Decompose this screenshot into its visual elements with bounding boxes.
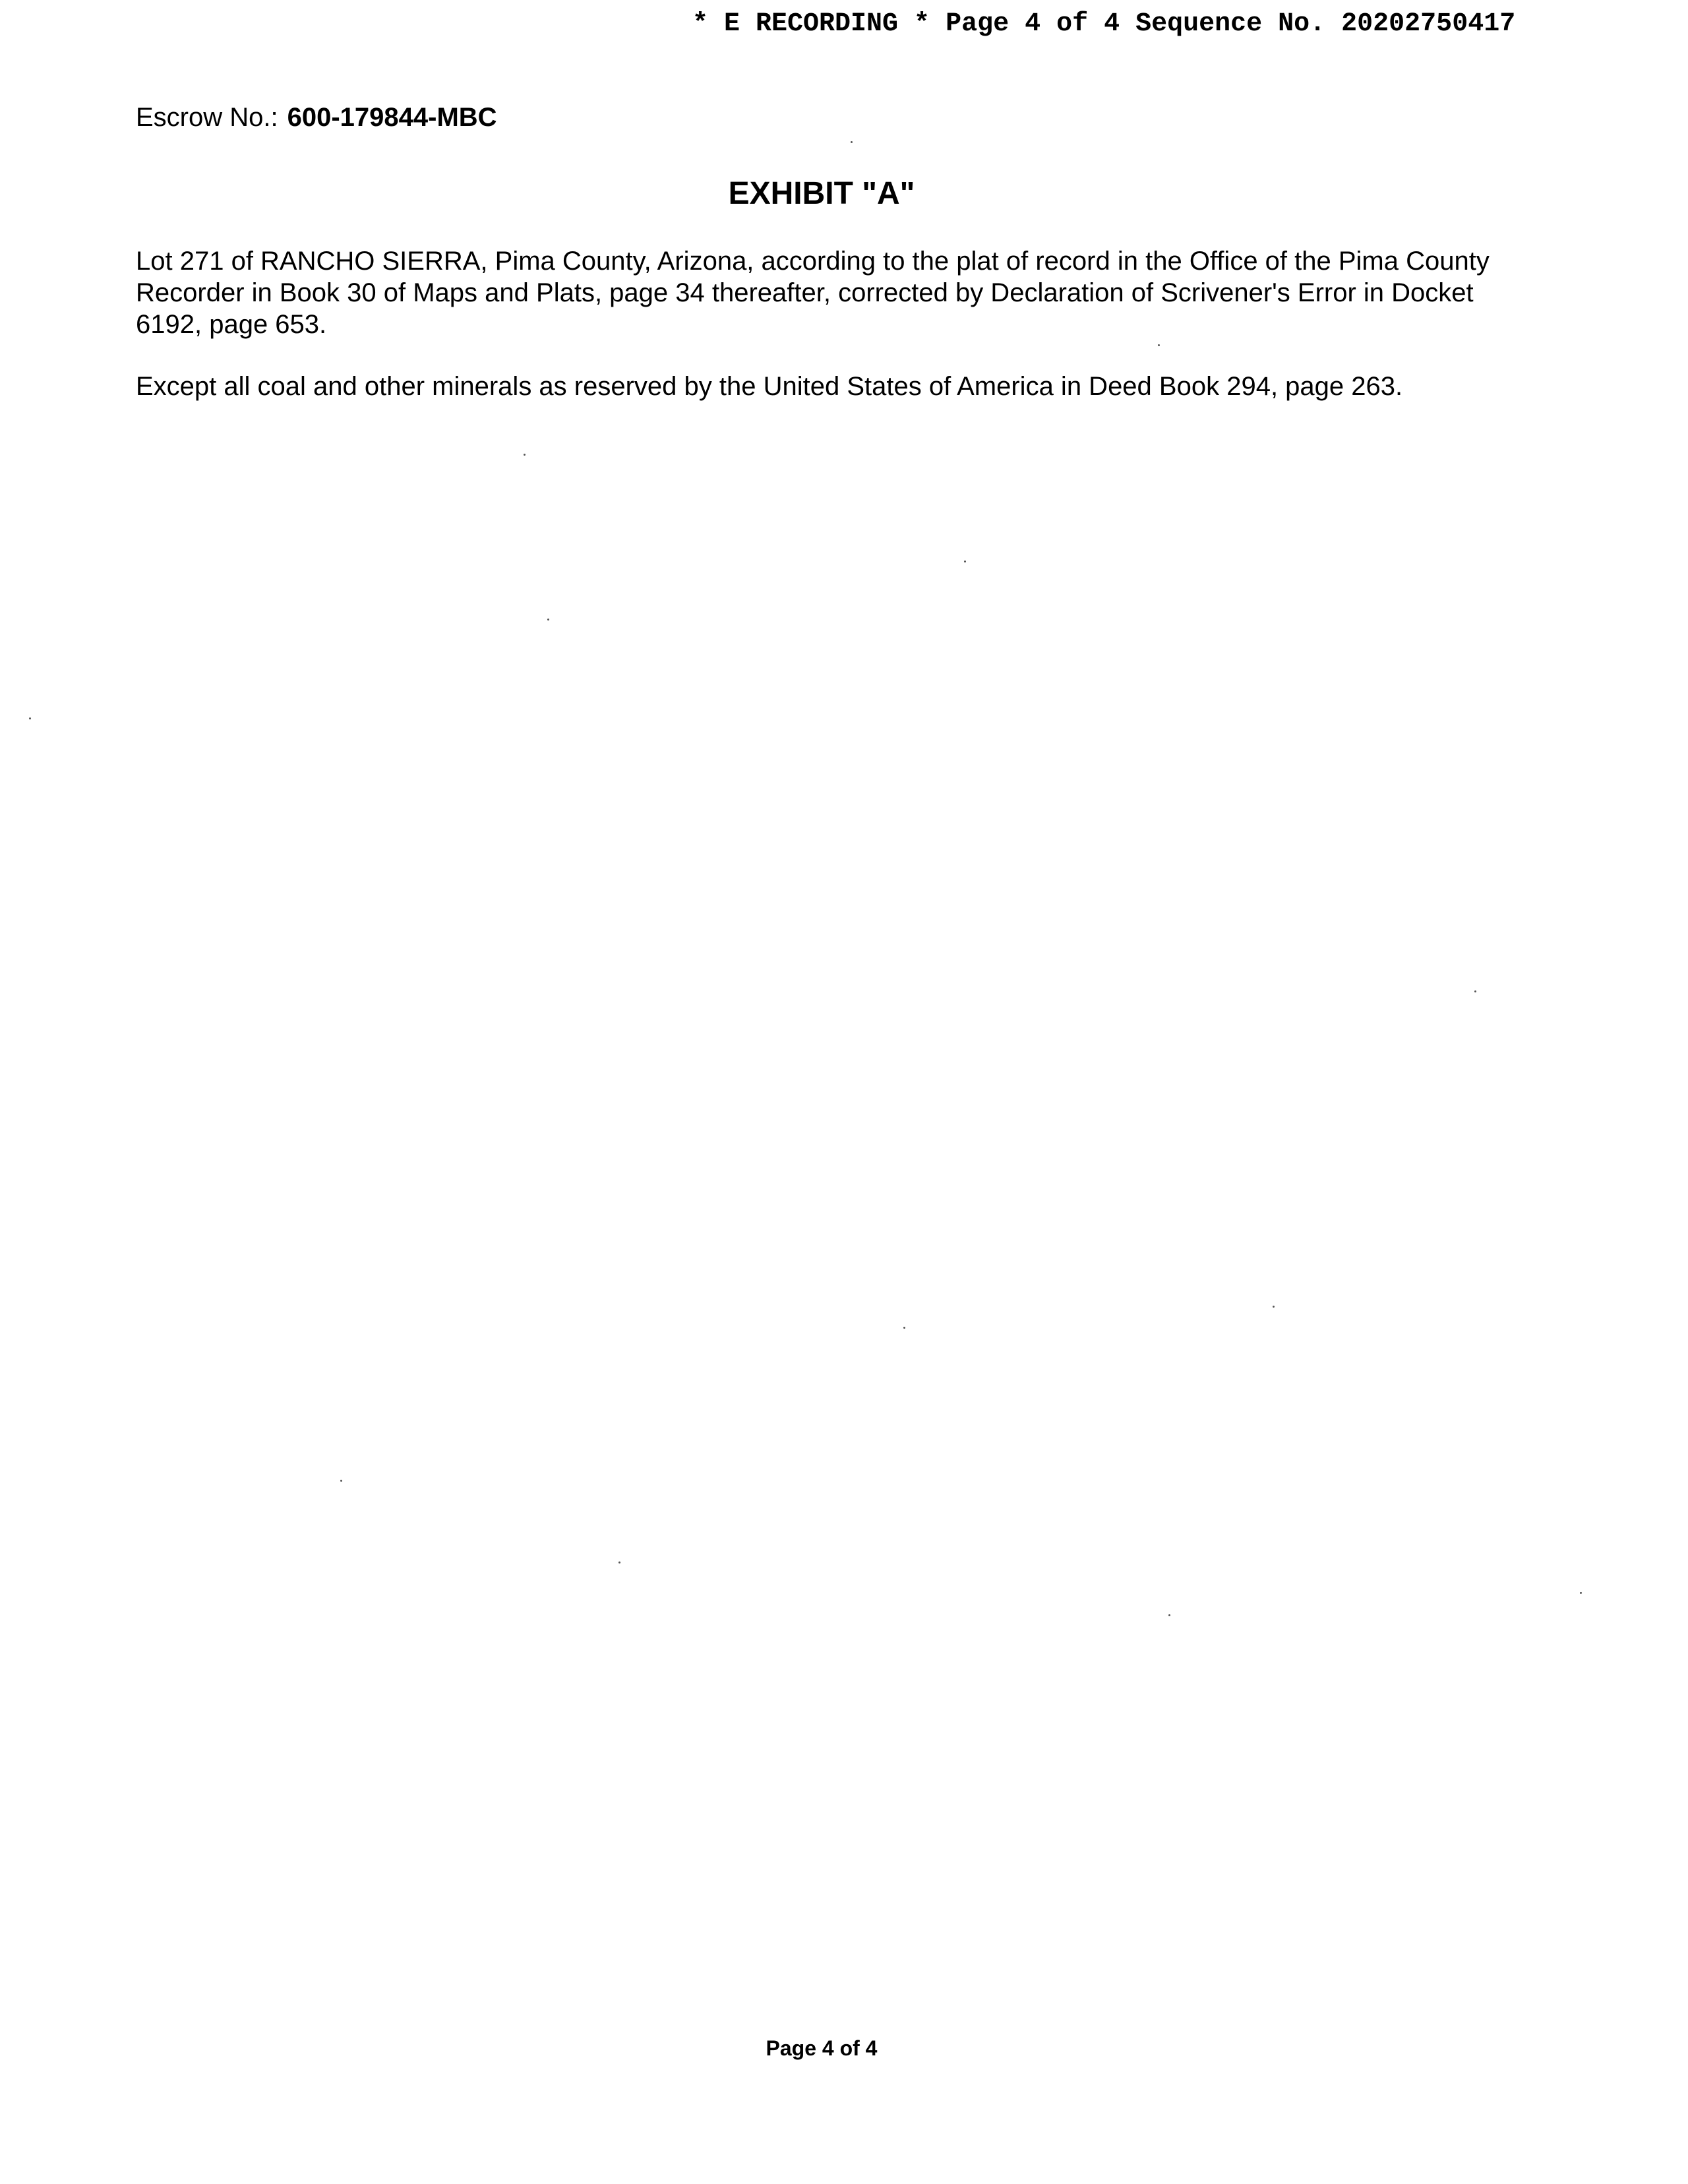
scan-speck: [903, 1327, 905, 1329]
scan-speck: [1580, 1592, 1582, 1594]
scan-speck: [618, 1562, 620, 1563]
exhibit-title: EXHIBIT "A": [728, 176, 915, 211]
legal-description-paragraph: Lot 271 of RANCHO SIERRA, Pima County, Arizona, according to the plat of record in the Office of the Pima County Recorder in Book 30 of Maps and Plats, page 34 thereafter, corrected by Declaration of Scrivener's Error in Docket 6192, page 653.: [136, 247, 1490, 339]
scan-speck: [1168, 1614, 1170, 1616]
scan-speck: [1273, 1306, 1275, 1308]
scan-speck: [524, 454, 526, 456]
scan-speck: [29, 717, 31, 719]
scan-speck: [964, 561, 966, 562]
escrow-label: Escrow No.:: [136, 103, 278, 132]
page-number-footer: Page 4 of 4: [766, 2036, 878, 2060]
recording-header: * E RECORDING * Page 4 of 4 Sequence No. 20202750417: [692, 9, 1516, 39]
scan-speck: [1474, 990, 1476, 992]
scan-speck: [1158, 344, 1160, 346]
escrow-number: 600-179844-MBC: [287, 103, 497, 132]
legal-description: [136, 245, 1494, 433]
scan-speck: [851, 141, 853, 143]
scan-speck: [547, 619, 549, 621]
escrow-number-line: [136, 103, 497, 133]
mineral-reservation-paragraph: Except all coal and other minerals as reserved by the United States of America in Deed Book 294, page 263.: [136, 372, 1403, 401]
scan-speck: [340, 1480, 342, 1482]
